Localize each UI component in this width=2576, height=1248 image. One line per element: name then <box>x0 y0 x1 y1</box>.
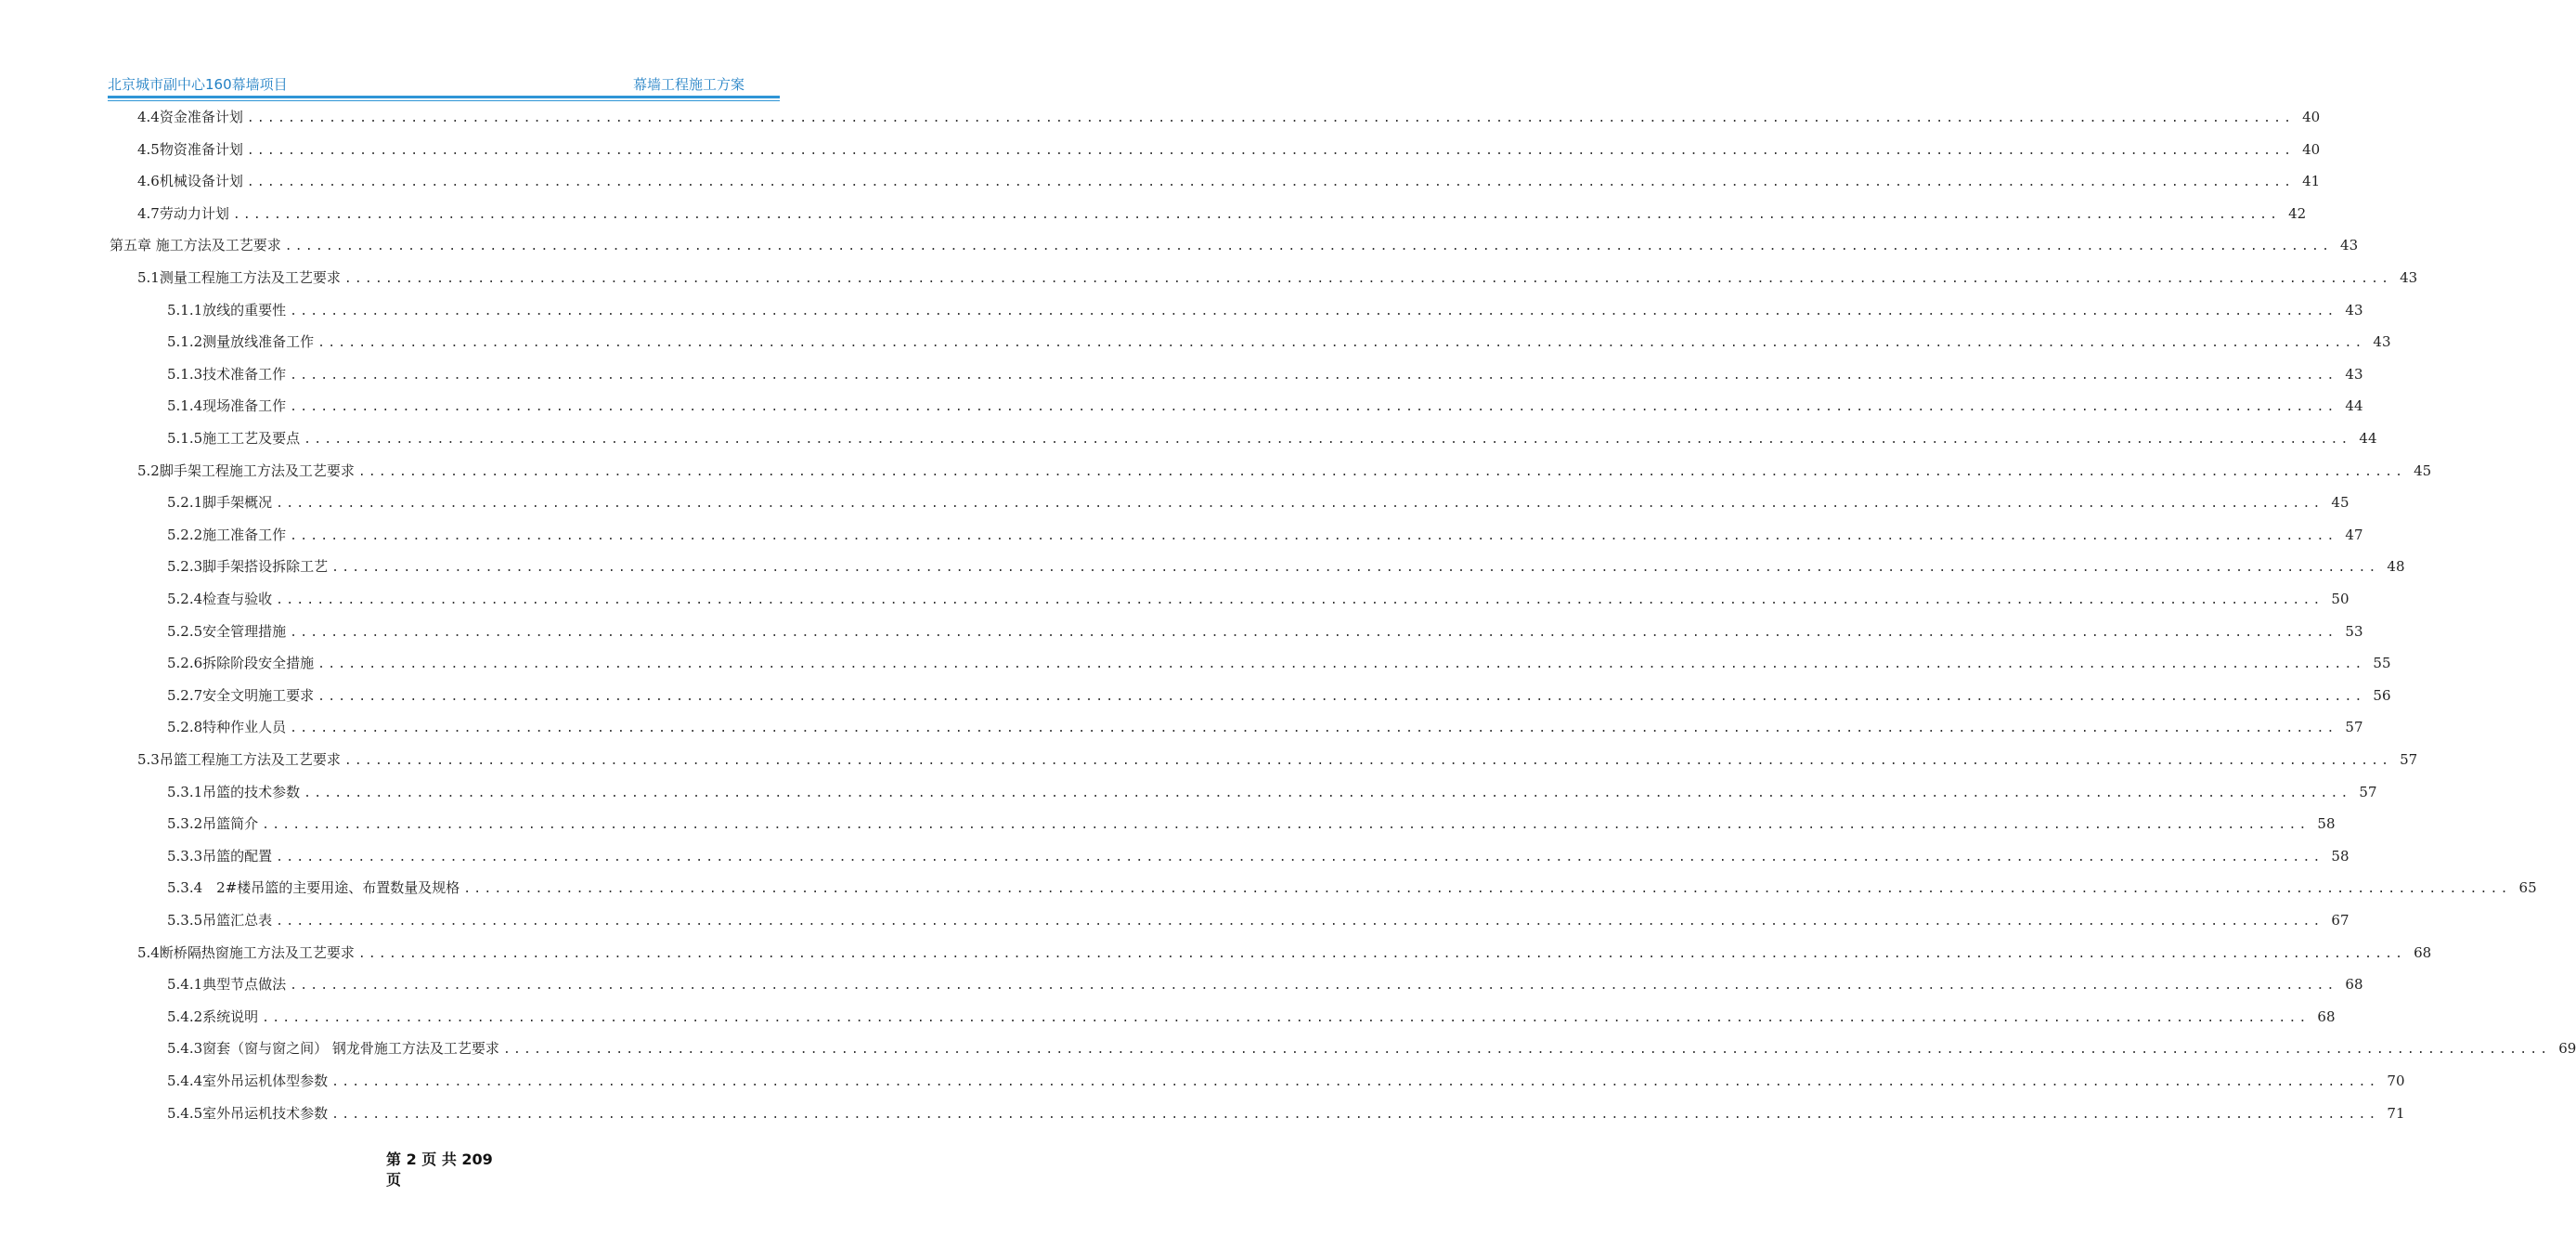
toc-entry-label: 5.2.4检查与验收 <box>167 591 273 607</box>
toc-entry[interactable] <box>0 873 2537 904</box>
toc-entry[interactable] <box>0 938 2432 969</box>
toc-entry-label: 5.2.8特种作业人员 <box>167 719 287 736</box>
toc-dot-leader: ........................................................................................................................................................................................................ <box>343 272 2392 286</box>
toc-entry-line <box>167 429 2377 449</box>
toc-entry-line <box>110 236 2359 256</box>
toc-entry-page: 45 <box>2331 494 2349 512</box>
toc-dot-leader: ........................................................................................................................................................................................................ <box>317 689 2365 704</box>
toc-entry-line <box>167 1104 2405 1124</box>
toc-entry[interactable] <box>0 263 2418 294</box>
toc-entry-label: 4.6机械设备计划 <box>137 173 243 190</box>
toc-entry-line <box>167 718 2363 738</box>
toc-entry-page: 43 <box>2340 237 2359 254</box>
toc-entry-page: 43 <box>2345 301 2363 318</box>
toc-entry-label: 5.2.3脚手架搭设拆除工艺 <box>167 558 329 576</box>
toc-entry-label: 5.2.2施工准备工作 <box>167 526 287 543</box>
toc-dot-leader: ........................................................................................................................................................................................................ <box>304 786 2351 800</box>
toc-dot-leader: ........................................................................................................................................................................................................ <box>246 176 2295 190</box>
toc-entry[interactable] <box>0 648 2391 680</box>
toc-dot-leader: ........................................................................................................................................................................................................ <box>290 979 2337 994</box>
toc-dot-leader: ........................................................................................................................................................................................................ <box>331 1107 2379 1122</box>
toc-entry-label: 5.3.3吊篮的配置 <box>167 847 273 864</box>
header-rule-thin <box>108 100 780 101</box>
toc-entry-line <box>167 1008 2336 1028</box>
toc-entry[interactable] <box>0 1066 2405 1098</box>
toc-entry-line <box>137 268 2418 289</box>
toc-dot-leader: ........................................................................................................................................................................................................ <box>317 336 2365 351</box>
toc-entry-line <box>167 622 2363 643</box>
toc-entry-page: 58 <box>2331 847 2349 864</box>
toc-entry-line <box>167 686 2391 707</box>
toc-entry-label: 5.1.3技术准备工作 <box>167 365 287 383</box>
toc-dot-leader: ........................................................................................................................................................................................................ <box>276 497 2324 512</box>
toc-dot-leader: ........................................................................................................................................................................................................ <box>290 528 2337 543</box>
toc-entry-page: 53 <box>2345 622 2363 640</box>
toc-entry-label: 5.4.4室外吊运机体型参数 <box>167 1072 329 1089</box>
toc-dot-leader: ........................................................................................................................................................................................................ <box>463 882 2511 897</box>
toc-dot-leader: ........................................................................................................................................................................................................ <box>304 433 2351 447</box>
toc-entry[interactable] <box>0 1002 2336 1034</box>
toc-dot-leader: ........................................................................................................................................................................................................ <box>331 561 2379 576</box>
toc-entry-label: 5.1.2测量放线准备工作 <box>167 333 315 351</box>
toc-dot-leader: ........................................................................................................................................................................................................ <box>246 111 2295 125</box>
toc-entry-line <box>137 140 2321 161</box>
toc-entry[interactable] <box>0 456 2432 488</box>
toc-entry[interactable] <box>0 584 2349 616</box>
toc-entry-line <box>167 1072 2405 1092</box>
toc-entry[interactable] <box>0 102 2321 134</box>
toc-entry-page: 55 <box>2373 655 2391 672</box>
page-number: 第 2 页 共 209 页 <box>386 1150 493 1189</box>
toc-entry[interactable] <box>0 712 2363 744</box>
toc-entry[interactable] <box>0 617 2363 648</box>
toc-dot-leader: ........................................................................................................................................................................................................ <box>290 400 2337 415</box>
toc-entry-label: 5.3.1吊篮的技术参数 <box>167 783 301 800</box>
toc-entry-label: 5.3.2吊篮简介 <box>167 815 259 833</box>
toc-entry-line <box>167 365 2363 385</box>
toc-entry[interactable] <box>0 199 2307 230</box>
toc-entry-label: 5.3.5吊篮汇总表 <box>167 912 273 929</box>
toc-entry-line <box>167 911 2349 931</box>
toc-entry-label: 5.4.2系统说明 <box>167 1008 259 1025</box>
toc-entry[interactable] <box>0 1098 2405 1130</box>
toc-entry-page: 56 <box>2373 686 2391 704</box>
toc-entry-label: 5.1.1放线的重要性 <box>167 301 287 318</box>
toc-entry[interactable] <box>0 166 2321 198</box>
toc-entry-page: 43 <box>2345 365 2363 383</box>
toc-entry-label: 5.1.4现场准备工作 <box>167 397 287 415</box>
toc-dot-leader: ........................................................................................................................................................................................................ <box>232 207 2281 222</box>
toc-entry-line <box>137 462 2432 482</box>
toc-entry[interactable] <box>0 905 2349 937</box>
toc-entry[interactable] <box>0 359 2363 391</box>
toc-entry-page: 42 <box>2288 204 2307 222</box>
toc-dot-leader: ........................................................................................................................................................................................................ <box>262 1010 2310 1025</box>
toc-entry[interactable] <box>0 230 2359 262</box>
toc-entry-page: 40 <box>2302 109 2321 125</box>
toc-entry-line <box>167 975 2363 995</box>
toc-dot-leader: ........................................................................................................................................................................................................ <box>276 915 2324 929</box>
toc-dot-leader: ........................................................................................................................................................................................................ <box>290 368 2337 383</box>
toc-entry[interactable] <box>0 520 2363 552</box>
toc-entry-line <box>137 204 2307 225</box>
toc-entry-line <box>167 301 2363 321</box>
toc-entry-page: 45 <box>2414 462 2432 479</box>
toc-entry-line <box>137 172 2321 192</box>
toc-entry-page: 68 <box>2317 1008 2336 1025</box>
toc-entry-page: 47 <box>2345 526 2363 543</box>
toc-entry-page: 65 <box>2518 879 2537 897</box>
toc-entry-label: 5.1.5施工工艺及要点 <box>167 430 301 447</box>
toc-entry-line <box>137 750 2418 771</box>
toc-entry-label: 4.4资金准备计划 <box>137 109 243 125</box>
header-rule-thick <box>108 96 780 98</box>
toc-entry-page: 43 <box>2400 269 2418 286</box>
toc-entry-page: 40 <box>2302 140 2321 158</box>
toc-entry-line <box>167 783 2377 803</box>
toc-entry-label: 4.5物资准备计划 <box>137 140 243 158</box>
toc-dot-leader: ........................................................................................................................................................................................................ <box>276 850 2324 864</box>
toc-entry-page: 57 <box>2400 751 2418 768</box>
toc-entry-page: 44 <box>2345 397 2363 415</box>
toc-entry-label: 4.7劳动力计划 <box>137 204 229 222</box>
toc-entry-label: 5.1测量工程施工方法及工艺要求 <box>137 269 341 286</box>
toc-entry-page: 43 <box>2373 333 2391 351</box>
toc-entry-label: 5.2.7安全文明施工要求 <box>167 686 315 704</box>
toc-entry[interactable] <box>0 295 2363 327</box>
toc-dot-leader: ........................................................................................................................................................................................................ <box>246 143 2295 158</box>
toc-dot-leader: ........................................................................................................................................................................................................ <box>284 240 2333 254</box>
toc-entry-line <box>167 814 2336 835</box>
toc-entry-line <box>167 847 2349 867</box>
toc-entry-label: 5.4.3窗套（窗与窗之间） 钢龙骨施工方法及工艺要求 <box>167 1040 499 1058</box>
toc-entry-line <box>167 590 2349 610</box>
toc-entry[interactable] <box>0 488 2349 519</box>
toc-entry[interactable] <box>0 1034 2576 1065</box>
toc-entry-page: 67 <box>2331 912 2349 929</box>
toc-entry-line <box>137 943 2432 964</box>
toc-entry-label: 第五章 施工方法及工艺要求 <box>110 237 281 254</box>
toc-entry-page: 58 <box>2317 815 2336 833</box>
toc-entry-line <box>167 654 2391 674</box>
toc-entry-label: 5.2脚手架工程施工方法及工艺要求 <box>137 462 355 479</box>
toc-entry-line <box>167 396 2363 417</box>
toc-entry-line <box>137 108 2321 128</box>
toc-entry[interactable] <box>0 391 2363 422</box>
toc-dot-leader: ........................................................................................................................................................................................................ <box>502 1043 2551 1058</box>
toc-entry[interactable] <box>0 681 2391 712</box>
toc-entry-page: 68 <box>2414 943 2432 961</box>
toc-entry[interactable] <box>0 745 2418 776</box>
toc-entry[interactable] <box>0 841 2349 873</box>
toc-entry-page: 50 <box>2331 591 2349 607</box>
toc-entry-line <box>167 1039 2576 1060</box>
toc-entry-label: 5.4.5室外吊运机技术参数 <box>167 1104 329 1122</box>
toc-entry-page: 71 <box>2387 1104 2405 1122</box>
toc-entry-line <box>167 557 2405 578</box>
toc-entry[interactable] <box>0 423 2377 455</box>
toc-entry-label: 5.3吊篮工程施工方法及工艺要求 <box>137 751 341 768</box>
toc-dot-leader: ........................................................................................................................................................................................................ <box>343 754 2392 768</box>
toc-entry-label: 5.2.1脚手架概况 <box>167 494 273 512</box>
toc-dot-leader: ........................................................................................................................................................................................................ <box>331 1075 2379 1089</box>
toc-entry-page: 41 <box>2302 173 2321 190</box>
toc-dot-leader: ........................................................................................................................................................................................................ <box>262 818 2310 833</box>
toc-entry-page: 69 <box>2558 1040 2576 1058</box>
toc-entry-page: 57 <box>2359 783 2377 800</box>
toc-entry[interactable] <box>0 809 2336 840</box>
toc-entry-label: 5.2.5安全管理措施 <box>167 622 287 640</box>
toc-entry[interactable] <box>0 552 2405 583</box>
toc-entry-page: 44 <box>2359 430 2377 447</box>
toc-entry[interactable] <box>0 135 2321 166</box>
toc-entry-page: 48 <box>2387 558 2405 576</box>
toc-entry-label: 5.4.1典型节点做法 <box>167 976 287 994</box>
toc-dot-leader: ........................................................................................................................................................................................................ <box>290 304 2337 318</box>
toc-entry-line <box>167 332 2391 353</box>
toc-dot-leader: ........................................................................................................................................................................................................ <box>357 464 2406 479</box>
toc-dot-leader: ........................................................................................................................................................................................................ <box>317 657 2365 672</box>
toc-entry-line <box>167 526 2363 546</box>
toc-dot-leader: ........................................................................................................................................................................................................ <box>276 593 2324 607</box>
toc-entry-line <box>167 878 2537 899</box>
toc-entry-label: 5.2.6拆除阶段安全措施 <box>167 655 315 672</box>
toc-entry-line <box>167 493 2349 514</box>
page-footer <box>0 1150 882 1189</box>
toc-entry-page: 70 <box>2387 1072 2405 1089</box>
toc-dot-leader: ........................................................................................................................................................................................................ <box>290 625 2337 640</box>
toc-entry[interactable] <box>0 777 2377 809</box>
document-title: 幕墙工程施工方案 <box>632 76 744 93</box>
toc-entry-label: 5.3.4 2#楼吊篮的主要用途、布置数量及规格 <box>167 879 460 897</box>
project-name: 北京城市副中心160幕墙项目 <box>108 76 288 93</box>
toc-entry-label: 5.4断桥隔热窗施工方法及工艺要求 <box>137 943 355 961</box>
toc-entry[interactable] <box>0 327 2391 358</box>
toc-dot-leader: ........................................................................................................................................................................................................ <box>290 722 2337 736</box>
toc-entry-page: 57 <box>2345 719 2363 736</box>
toc-dot-leader: ........................................................................................................................................................................................................ <box>357 946 2406 961</box>
toc-entry-page: 68 <box>2345 976 2363 994</box>
toc-entry[interactable] <box>0 969 2363 1001</box>
page-header <box>108 72 780 97</box>
